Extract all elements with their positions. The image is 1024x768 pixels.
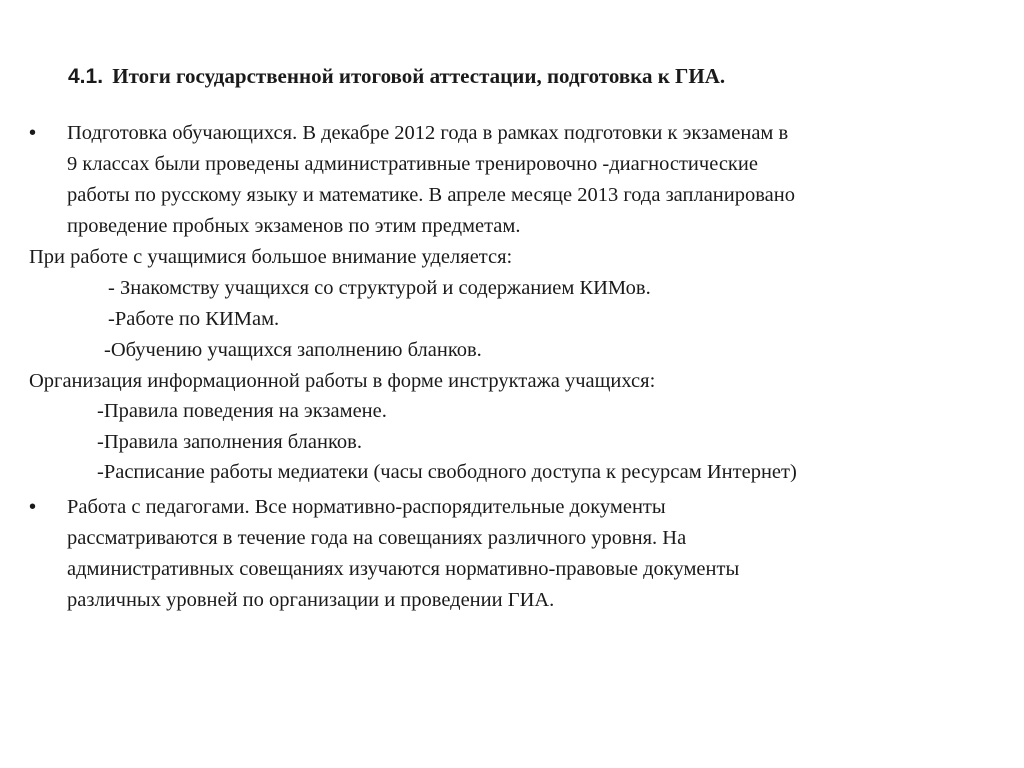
attention-item: -Обучению учащихся заполнению бланков. [104, 339, 482, 361]
organization-intro: Организация информационной работы в форме инструктажа учащихся: [29, 370, 656, 392]
bullet-1-paragraph [67, 118, 992, 242]
title-text: Итоги государственной итоговой аттестации, подготовка к ГИА. [112, 64, 726, 88]
bullet-2-line: различных уровней по организации и проведении ГИА. [67, 589, 555, 611]
bullet-2-line: рассматриваются в течение года на совещаниях различного уровня. На [67, 527, 687, 549]
bullet-1-line: работы по русскому языку и математике. В апреле месяце 2013 года запланировано [67, 184, 795, 206]
attention-intro: При работе с учащимися большое внимание уделяется: [29, 246, 513, 268]
title-number: 4.1. [68, 65, 104, 88]
attention-item: - Знакомству учащихся со структурой и содержанием КИМов. [108, 277, 651, 299]
bullet-2-line: Работа с педагогами. Все нормативно-распорядительные документы [67, 496, 666, 518]
bullet-2-paragraph [67, 492, 992, 616]
bullet-1-mark: • [29, 122, 37, 144]
attention-item: -Работе по КИМам. [108, 308, 280, 330]
bullet-2-mark: • [29, 496, 37, 518]
bullet-1-line: проведение пробных экзаменов по этим предметам. [67, 215, 521, 237]
slide-title [68, 64, 725, 89]
bullet-1-line: 9 классах были проведены административные тренировочно -диагностические [67, 153, 758, 175]
organization-item: -Правила заполнения бланков. [97, 431, 362, 453]
organization-item: -Расписание работы медиатеки (часы свободного доступа к ресурсам Интернет) [97, 461, 797, 483]
bullet-1-line: Подготовка обучающихся. В декабре 2012 года в рамках подготовки к экзаменам в [67, 122, 789, 144]
bullet-2-line: административных совещаниях изучаются нормативно-правовые документы [67, 558, 740, 580]
organization-item: -Правила поведения на экзамене. [97, 400, 387, 422]
